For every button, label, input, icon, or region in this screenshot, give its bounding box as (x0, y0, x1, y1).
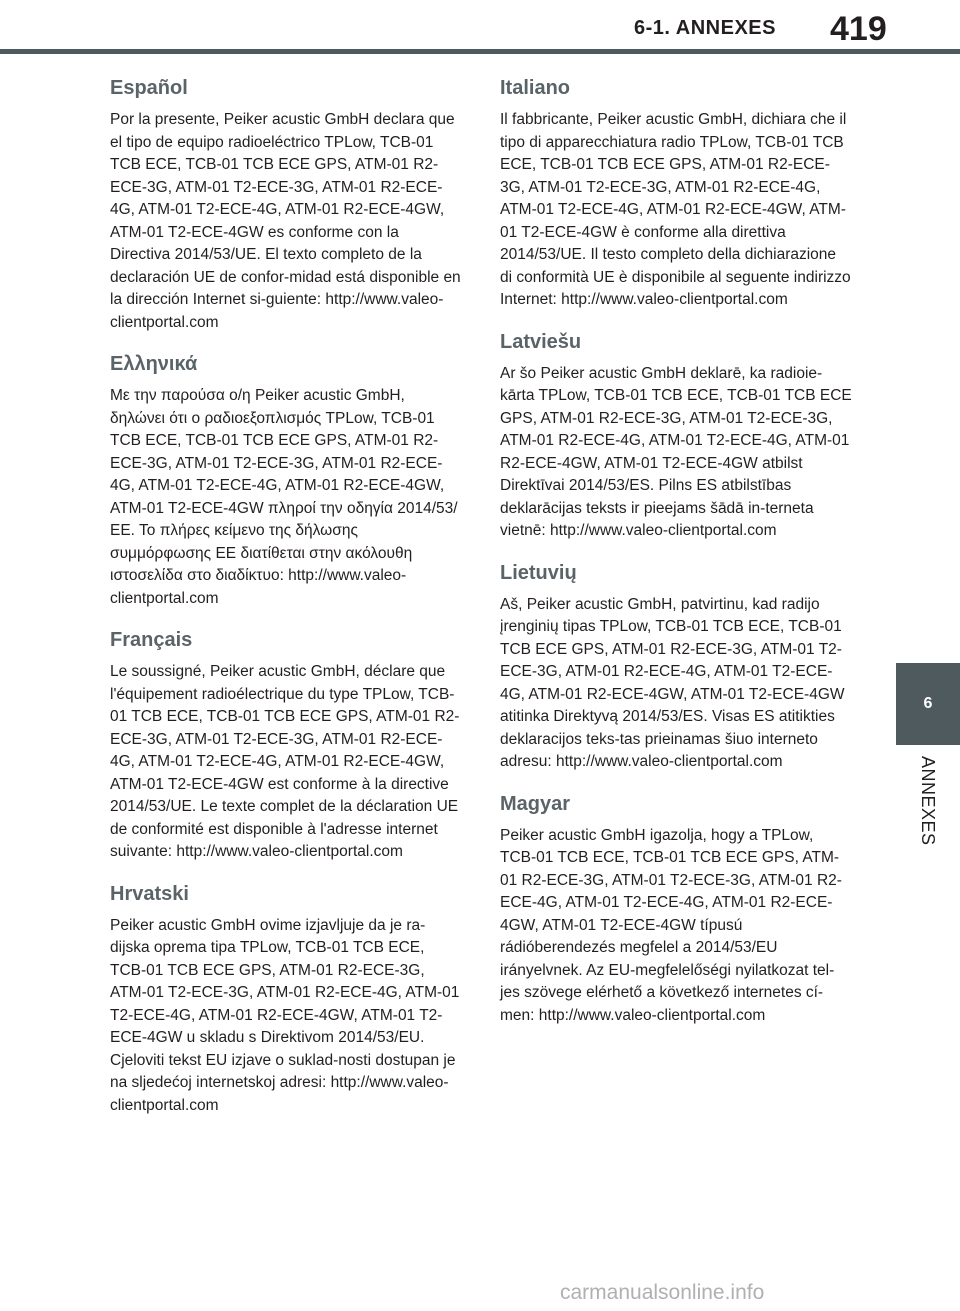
section-body: Aš, Peiker acustic GmbH, patvirtinu, kad radijo įrenginių tipas TPLow, TCB-01 TCB ECE, TCB-01 TCB ECE GPS, ATM-01 R2-ECE-3G, ATM-01 T2-ECE-3G, ATM-01 R2-ECE-4G, ATM-01 T2-ECE-4G, ATM-01 R2-ECE-4GW, ATM-01 T2-ECE-4GW atitinka Direktyvą 2014/53/ES. Visas ES atitikties deklaracijos teks-tas prieinamas šiuo interneto adresu: http://www.valeo-clientportal.com (500, 595, 845, 770)
section-heading: Latviešu (500, 330, 582, 353)
section-body: Le soussigné, Peiker acustic GmbH, déclare que l'équipement radioélectrique du type TPLow, TCB-01 TCB ECE, TCB-01 TCB ECE GPS, ATM-01 R2-ECE-3G, ATM-01 T2-ECE-3G, ATM-01 R2-ECE-4G, ATM-01 T2-ECE-4G, ATM-01 R2-ECE-4GW, ATM-01 T2-ECE-4GW est conforme à la directive 2014/53/UE. Le texte complet de la déclaration UE de conformité est disponible à l'adresse internet suivante: http://www.valeo-clientportal.com (110, 663, 460, 860)
section-heading: Hrvatski (110, 882, 189, 905)
section-heading: Español (110, 77, 188, 99)
section-heading: Magyar (500, 792, 571, 815)
section-body: Peiker acustic GmbH ovime izjavljuje da je ra-dijska oprema tipa TPLow, TCB-01 TCB ECE, TCB-01 TCB ECE GPS, ATM-01 R2-ECE-3G, ATM-01 T2-ECE-3G, ATM-01 R2-ECE-4G, ATM-01 T2-ECE-4G, ATM-01 R2-ECE-4GW, ATM-01 T2-ECE-4GW u skladu s Direktivom 2014/53/EU. Cjeloviti tekst EU izjave o suklad-nosti dostupan je na sljedećoj internetskoj adresi: http://www.valeo-clientportal.com (110, 916, 460, 1114)
section-hrvatski (110, 882, 462, 1118)
left-column (110, 76, 462, 1135)
chapter-label: ANNEXES (918, 756, 938, 846)
section-greek (110, 352, 462, 610)
section-latviesu (500, 330, 852, 543)
section-title: 6-1. ANNEXES (634, 17, 776, 39)
section-heading: Français (110, 629, 193, 651)
header-rule (0, 49, 960, 54)
section-magyar (500, 792, 852, 1028)
section-body: Por la presente, Peiker acustic GmbH declara que el tipo de equipo radioeléctrico TPLow, TCB-01 TCB ECE, TCB-01 TCB ECE GPS, ATM-01 R2-ECE-3G, ATM-01 T2-ECE-3G, ATM-01 R2-ECE-4G, ATM-01 T2-ECE-4G, ATM-01 R2-ECE-4GW, ATM-01 T2-ECE-4GW es conforme con la Directiva 2014/53/UE. El texto completo de la declaración UE de confor-midad está disponible en la dirección Internet si-guiente: http://www.valeo-clientportal.com (110, 111, 461, 331)
section-heading: Ελληνικά (110, 353, 198, 375)
section-body: Με την παρούσα ο/η Peiker acustic GmbH, δηλώνει ότι ο ραδιοεξοπλισμός TPLow, TCB-01 TCB ECE, TCB-01 TCB ECE GPS, ATM-01 R2-ECE-3G, ATM-01 T2-ECE-3G, ATM-01 R2-ECE-4G, ATM-01 T2-ECE-4G, ATM-01 R2-ECE-4GW, ATM-01 T2-ECE-4GW πληροί την οδηγία 2014/53/ΕΕ. Το πλήρες κείμενο της δήλωσης συμμόρφωσης ΕΕ διατίθεται στην ακόλουθη ιστοσελίδα στο διαδίκτυο: http://www.valeo-clientportal.com (110, 387, 458, 607)
right-column (500, 76, 852, 1045)
section-body: Il fabbricante, Peiker acustic GmbH, dichiara che il tipo di apparecchiatura radio TPLow, TCB-01 TCB ECE, TCB-01 TCB ECE GPS, ATM-01 R2-ECE-3G, ATM-01 T2-ECE-3G, ATM-01 R2-ECE-4G, ATM-01 T2-ECE-4G, ATM-01 R2-ECE-4GW, ATM-01 T2-ECE-4GW è conforme alla direttiva 2014/53/UE. Il testo completo della dichiarazione di conformità UE è disponibile al seguente indirizzo Internet: http://www.valeo-clientportal.com (500, 111, 851, 308)
section-lietuviu (500, 561, 852, 774)
section-heading: Italiano (500, 77, 571, 99)
chapter-tab[interactable]: 6 (896, 663, 960, 745)
section-body: Ar šo Peiker acustic GmbH deklarē, ka radioie-kārta TPLow, TCB-01 TCB ECE, TCB-01 TCB ECE GPS, ATM-01 R2-ECE-3G, ATM-01 T2-ECE-3G, ATM-01 R2-ECE-4G, ATM-01 T2-ECE-4G, ATM-01 R2-ECE-4GW, ATM-01 T2-ECE-4GW atbilst Direktīvai 2014/53/ES. Pilns ES atbilstības deklarācijas teksts ir pieejams šādā in-terneta vietnē: http://www.valeo-clientportal.com (500, 364, 852, 539)
page-number: 419 (830, 10, 887, 48)
section-body: Peiker acustic GmbH igazolja, hogy a TPLow, TCB-01 TCB ECE, TCB-01 TCB ECE GPS, ATM-01 R2-ECE-3G, ATM-01 T2-ECE-3G, ATM-01 R2-ECE-4G, ATM-01 T2-ECE-4G, ATM-01 R2-ECE-4GW, ATM-01 T2-ECE-4GW típusú rádióberendezés megfelel a 2014/53/EU irányelvnek. Az EU-megfelelőségi nyilatkozat tel-jes szövege elérhető a következő internetes cí-men: http://www.valeo-clientportal.com (500, 826, 842, 1024)
section-italiano (500, 76, 852, 312)
watermark: carmanualsonline.info (560, 1281, 765, 1304)
section-francais (110, 628, 462, 864)
section-heading: Lietuvių (500, 561, 577, 584)
section-espanol (110, 76, 462, 334)
